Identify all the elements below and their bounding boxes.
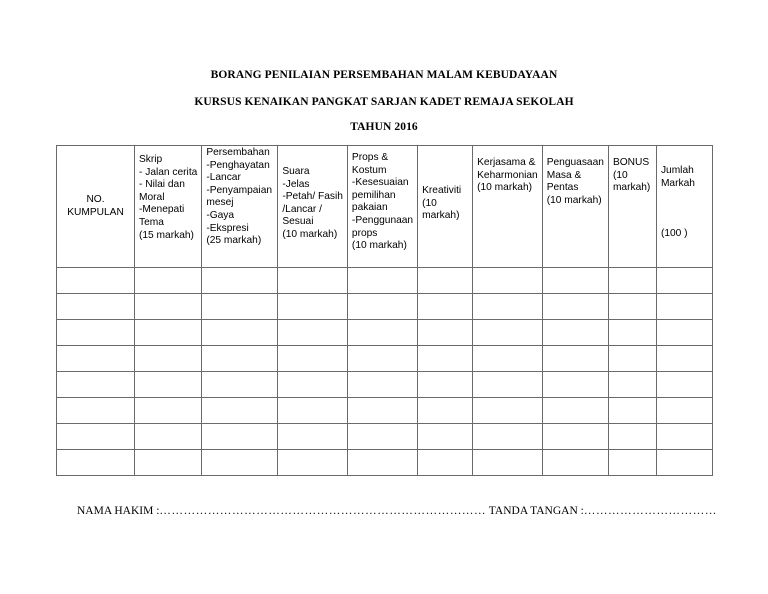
judge-name-label: NAMA HAKIM : — [77, 505, 160, 517]
score-cell[interactable] — [57, 372, 135, 398]
score-cell[interactable] — [656, 268, 712, 294]
table-row — [57, 424, 713, 450]
table-row — [57, 268, 713, 294]
score-cell[interactable] — [135, 372, 202, 398]
score-cell[interactable] — [347, 320, 417, 346]
header-no-kumpulan: NO. KUMPULAN — [57, 146, 135, 268]
score-cell[interactable] — [656, 424, 712, 450]
score-cell[interactable] — [542, 398, 608, 424]
score-cell[interactable] — [135, 346, 202, 372]
header-props-kostum: Props & Kostum -Kesesuaian pemilihan pakaian -Penggunaan props (10 markah) — [347, 146, 417, 268]
score-cell[interactable] — [418, 346, 473, 372]
score-cell[interactable] — [608, 398, 656, 424]
score-cell[interactable] — [473, 398, 543, 424]
score-cell[interactable] — [608, 450, 656, 476]
score-cell[interactable] — [656, 450, 712, 476]
score-cell[interactable] — [542, 268, 608, 294]
judge-name-field[interactable]: ……………………………………………………………………… — [159, 505, 487, 517]
score-cell[interactable] — [57, 424, 135, 450]
score-cell[interactable] — [473, 372, 543, 398]
table-row — [57, 398, 713, 424]
score-cell[interactable] — [202, 450, 278, 476]
score-cell[interactable] — [608, 372, 656, 398]
score-cell[interactable] — [278, 398, 348, 424]
score-cell[interactable] — [278, 320, 348, 346]
score-cell[interactable] — [202, 424, 278, 450]
course-title: KURSUS KENAIKAN PANGKAT SARJAN KADET REMAJA SEKOLAH — [194, 96, 574, 108]
score-cell[interactable] — [347, 450, 417, 476]
score-cell[interactable] — [542, 450, 608, 476]
score-cell[interactable] — [656, 372, 712, 398]
score-cell[interactable] — [418, 294, 473, 320]
score-cell[interactable] — [278, 450, 348, 476]
score-cell[interactable] — [202, 268, 278, 294]
header-kerjasama: Kerjasama & Keharmonian (10 markah) — [473, 146, 543, 268]
table-row — [57, 450, 713, 476]
header-bonus: BONUS (10 markah) — [608, 146, 656, 268]
score-cell[interactable] — [418, 268, 473, 294]
header-penguasaan: Penguasaan Masa & Pentas (10 markah) — [542, 146, 608, 268]
score-cell[interactable] — [347, 346, 417, 372]
year-title: TAHUN 2016 — [350, 121, 418, 133]
score-cell[interactable] — [347, 294, 417, 320]
score-cell[interactable] — [202, 398, 278, 424]
table-row — [57, 294, 713, 320]
score-cell[interactable] — [57, 450, 135, 476]
score-cell[interactable] — [202, 320, 278, 346]
score-cell[interactable] — [473, 450, 543, 476]
score-cell[interactable] — [347, 424, 417, 450]
score-cell[interactable] — [57, 398, 135, 424]
score-cell[interactable] — [278, 294, 348, 320]
score-cell[interactable] — [542, 372, 608, 398]
score-cell[interactable] — [347, 372, 417, 398]
header-kreativiti: Kreativiti (10 markah) — [418, 146, 473, 268]
score-cell[interactable] — [473, 268, 543, 294]
header-skrip: Skrip - Jalan cerita - Nilai dan Moral -Menepati Tema (15 markah) — [135, 146, 202, 268]
score-cell[interactable] — [347, 398, 417, 424]
score-cell[interactable] — [608, 268, 656, 294]
score-cell[interactable] — [57, 320, 135, 346]
signature-field[interactable]: …………………………… — [583, 505, 717, 517]
score-cell[interactable] — [202, 346, 278, 372]
score-cell[interactable] — [57, 294, 135, 320]
score-cell[interactable] — [542, 346, 608, 372]
score-cell[interactable] — [608, 346, 656, 372]
score-cell[interactable] — [135, 320, 202, 346]
score-cell[interactable] — [418, 450, 473, 476]
score-cell[interactable] — [608, 294, 656, 320]
score-cell[interactable] — [278, 346, 348, 372]
score-cell[interactable] — [473, 294, 543, 320]
score-cell[interactable] — [135, 268, 202, 294]
score-cell[interactable] — [278, 424, 348, 450]
score-cell[interactable] — [278, 268, 348, 294]
score-cell[interactable] — [542, 424, 608, 450]
signature-label: TANDA TANGAN : — [488, 505, 584, 517]
header-suara: Suara -Jelas -Petah/ Fasih /Lancar / Sesuai (10 markah) — [278, 146, 348, 268]
score-cell[interactable] — [656, 294, 712, 320]
score-cell[interactable] — [418, 424, 473, 450]
score-cell[interactable] — [57, 346, 135, 372]
score-cell[interactable] — [656, 346, 712, 372]
judge-signature-line — [77, 505, 717, 517]
header-row — [57, 146, 713, 268]
score-cell[interactable] — [202, 372, 278, 398]
form-title: BORANG PENILAIAN PERSEMBAHAN MALAM KEBUDAYAAN — [210, 69, 558, 81]
score-cell[interactable] — [57, 268, 135, 294]
score-cell[interactable] — [608, 320, 656, 346]
score-cell[interactable] — [418, 372, 473, 398]
score-cell[interactable] — [473, 320, 543, 346]
score-cell[interactable] — [656, 398, 712, 424]
assessment-table — [56, 145, 713, 476]
header-persembahan: Persembahan -Penghayatan -Lancar -Penyampaian mesej -Gaya -Ekspresi (25 markah) — [202, 146, 278, 268]
score-cell[interactable] — [542, 294, 608, 320]
score-cell[interactable] — [418, 320, 473, 346]
score-cell[interactable] — [473, 346, 543, 372]
score-cell[interactable] — [278, 372, 348, 398]
score-cell[interactable] — [202, 294, 278, 320]
header-jumlah-markah: Jumlah Markah (100 ) — [656, 146, 712, 268]
table-row — [57, 346, 713, 372]
score-cell[interactable] — [542, 320, 608, 346]
score-cell[interactable] — [135, 450, 202, 476]
score-cell[interactable] — [473, 424, 543, 450]
score-cell[interactable] — [347, 268, 417, 294]
score-cell[interactable] — [656, 320, 712, 346]
table-row — [57, 372, 713, 398]
table-row — [57, 320, 713, 346]
score-cell[interactable] — [135, 398, 202, 424]
score-cell[interactable] — [135, 424, 202, 450]
score-cell[interactable] — [418, 398, 473, 424]
score-cell[interactable] — [135, 294, 202, 320]
score-cell[interactable] — [608, 424, 656, 450]
